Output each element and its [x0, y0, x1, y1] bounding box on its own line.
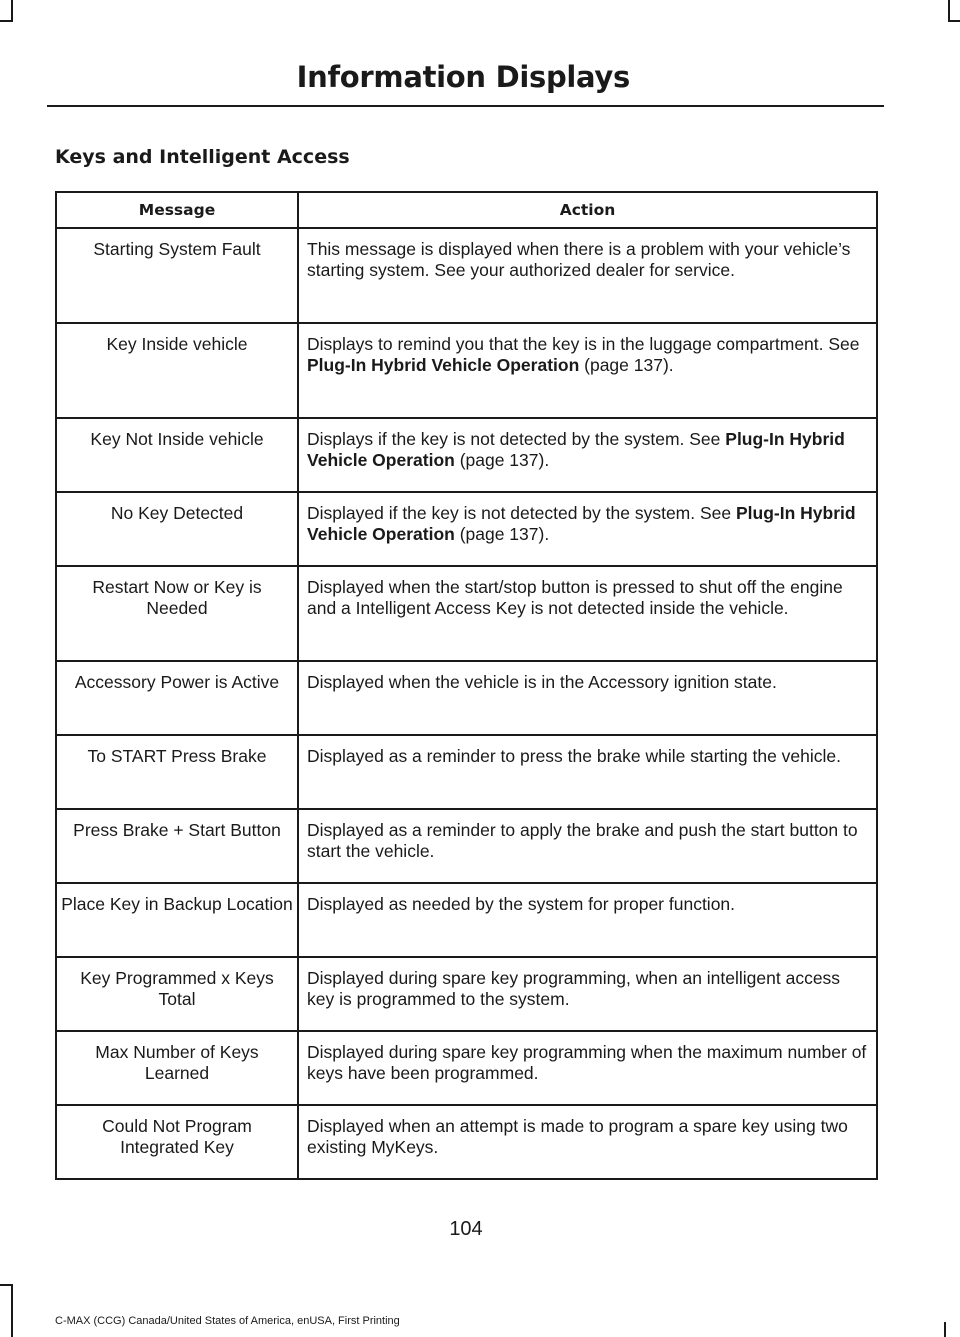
column-header-action: Action: [298, 192, 877, 228]
crop-mark-top-right-vertical: [948, 0, 950, 22]
cross-reference-link[interactable]: Plug-In Hybrid Vehicle Operation: [307, 503, 856, 544]
action-cell: Displayed as a reminder to press the brake while starting the vehicle.: [298, 735, 877, 809]
message-cell: No Key Detected: [56, 492, 298, 566]
crop-mark-bottom-left-vertical: [11, 1284, 13, 1337]
message-cell: Accessory Power is Active: [56, 661, 298, 735]
footer-edition-text: C-MAX (CCG) Canada/United States of America, enUSA, First Printing: [55, 1315, 400, 1327]
crop-mark-top-left-horizontal: [0, 20, 13, 22]
message-cell: Key Programmed x Keys Total: [56, 957, 298, 1031]
crop-mark-bottom-left-horizontal: [0, 1284, 13, 1286]
table-row: [56, 492, 877, 566]
column-header-message: Message: [56, 192, 298, 228]
header-divider: [47, 105, 884, 107]
action-cell: Displayed when the start/stop button is pressed to shut off the engine and a Intelligent Access Key is not detected inside the vehicle.: [298, 566, 877, 661]
action-cell: Displayed when the vehicle is in the Accessory ignition state.: [298, 661, 877, 735]
message-cell: To START Press Brake: [56, 735, 298, 809]
table-row: [56, 566, 877, 661]
message-cell: Starting System Fault: [56, 228, 298, 323]
table-header-row: [56, 192, 877, 228]
table-row: [56, 418, 877, 492]
crop-mark-top-left-vertical: [11, 0, 13, 22]
cross-reference-link[interactable]: Plug-In Hybrid Vehicle Operation: [307, 355, 580, 375]
action-cell: Displayed as needed by the system for proper function.: [298, 883, 877, 957]
action-cell: Displayed if the key is not detected by the system. See Plug-In Hybrid Vehicle Operation (page 137).: [298, 492, 877, 566]
table-row: [56, 1105, 877, 1179]
action-cell: Displayed during spare key programming, when an intelligent access key is programmed to the system.: [298, 957, 877, 1031]
page-number: 104: [449, 1218, 483, 1240]
action-cell: Displayed when an attempt is made to program a spare key using two existing MyKeys.: [298, 1105, 877, 1179]
action-cell: Displayed as a reminder to apply the brake and push the start button to start the vehicle.: [298, 809, 877, 883]
message-cell: Key Not Inside vehicle: [56, 418, 298, 492]
message-cell: Max Number of Keys Learned: [56, 1031, 298, 1105]
table-row: [56, 809, 877, 883]
crop-mark-bottom-right-vertical: [944, 1322, 946, 1337]
message-cell: Press Brake + Start Button: [56, 809, 298, 883]
action-cell: Displayed during spare key programming when the maximum number of keys have been programmed.: [298, 1031, 877, 1105]
table-row: [56, 661, 877, 735]
message-cell: Restart Now or Key is Needed: [56, 566, 298, 661]
table-row: [56, 1031, 877, 1105]
crop-mark-top-right-horizontal: [948, 20, 960, 22]
table-row: [56, 735, 877, 809]
action-cell: Displays to remind you that the key is in the luggage compartment. See Plug-In Hybrid Vehicle Operation (page 137).: [298, 323, 877, 418]
table-row: [56, 883, 877, 957]
action-cell: Displays if the key is not detected by the system. See Plug-In Hybrid Vehicle Operation (page 137).: [298, 418, 877, 492]
section-title: Keys and Intelligent Access: [55, 146, 350, 168]
table-row: [56, 228, 877, 323]
messages-table: [55, 191, 878, 1180]
action-cell: This message is displayed when there is a problem with your vehicle’s starting system. See your authorized dealer for service.: [298, 228, 877, 323]
message-cell: Key Inside vehicle: [56, 323, 298, 418]
cross-reference-link[interactable]: Plug-In Hybrid Vehicle Operation: [307, 429, 845, 470]
message-cell: Could Not Program Integrated Key: [56, 1105, 298, 1179]
message-cell: Place Key in Backup Location: [56, 883, 298, 957]
table-row: [56, 957, 877, 1031]
table-row: [56, 323, 877, 418]
page-header-title: Information Displays: [296, 60, 630, 94]
